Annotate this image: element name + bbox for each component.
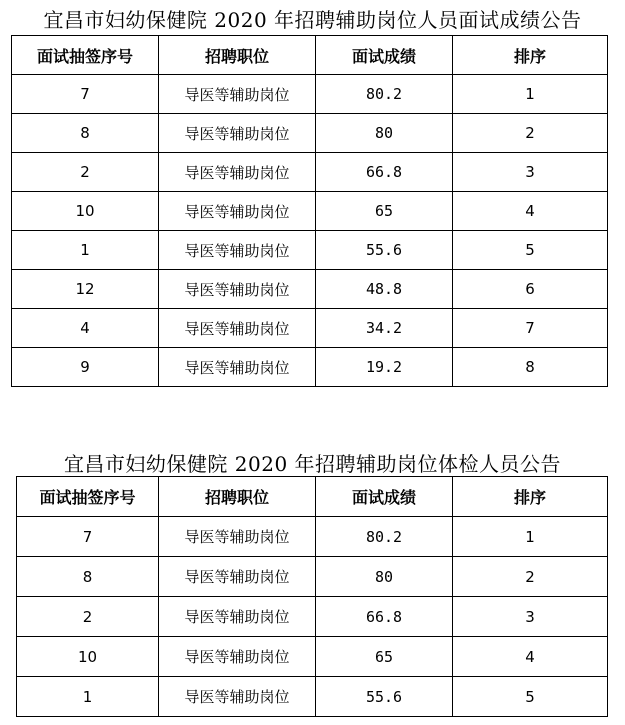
table-row	[12, 270, 608, 309]
cell-score: 65	[316, 192, 453, 231]
cell-position: 导医等辅助岗位	[159, 231, 316, 270]
cell-position: 导医等辅助岗位	[159, 75, 316, 114]
cell-rank: 6	[453, 270, 608, 309]
cell-rank: 1	[453, 75, 608, 114]
cell-position: 导医等辅助岗位	[159, 192, 316, 231]
cell-score: 65	[316, 637, 453, 677]
cell-rank: 1	[453, 517, 608, 557]
cell-rank: 4	[453, 637, 608, 677]
cell-rank: 8	[453, 348, 608, 387]
physical-exam-title: 宜昌市妇幼保健院 2020 年招聘辅助岗位体检人员公告	[63, 452, 562, 476]
table-row	[12, 192, 608, 231]
column-header-score: 面试成绩	[316, 36, 453, 75]
column-header-position: 招聘职位	[159, 36, 316, 75]
table-row	[17, 557, 608, 597]
cell-draw-number: 2	[12, 153, 159, 192]
cell-score: 66.8	[316, 597, 453, 637]
column-header-draw-number: 面试抽签序号	[17, 477, 159, 517]
table-row	[12, 75, 608, 114]
cell-position: 导医等辅助岗位	[159, 114, 316, 153]
cell-draw-number: 7	[12, 75, 159, 114]
column-header-rank: 排序	[453, 477, 608, 517]
table-row	[12, 309, 608, 348]
cell-rank: 3	[453, 597, 608, 637]
cell-draw-number: 10	[17, 637, 159, 677]
cell-score: 80.2	[316, 75, 453, 114]
cell-rank: 5	[453, 677, 608, 717]
cell-position: 导医等辅助岗位	[159, 637, 316, 677]
cell-rank: 4	[453, 192, 608, 231]
cell-score: 19.2	[316, 348, 453, 387]
cell-draw-number: 4	[12, 309, 159, 348]
cell-score: 55.6	[316, 677, 453, 717]
cell-rank: 2	[453, 114, 608, 153]
cell-rank: 3	[453, 153, 608, 192]
cell-position: 导医等辅助岗位	[159, 557, 316, 597]
cell-position: 导医等辅助岗位	[159, 517, 316, 557]
cell-score: 80	[316, 114, 453, 153]
table-row	[12, 153, 608, 192]
cell-position: 导医等辅助岗位	[159, 270, 316, 309]
cell-rank: 5	[453, 231, 608, 270]
column-header-draw-number: 面试抽签序号	[12, 36, 159, 75]
table-header-row	[17, 477, 608, 517]
cell-draw-number: 2	[17, 597, 159, 637]
cell-position: 导医等辅助岗位	[159, 597, 316, 637]
interview-results-table	[11, 35, 608, 387]
cell-position: 导医等辅助岗位	[159, 677, 316, 717]
cell-score: 66.8	[316, 153, 453, 192]
table-row	[12, 348, 608, 387]
column-header-rank: 排序	[453, 36, 608, 75]
cell-score: 48.8	[316, 270, 453, 309]
table-row	[17, 517, 608, 557]
cell-rank: 2	[453, 557, 608, 597]
cell-score: 80.2	[316, 517, 453, 557]
table-row	[17, 637, 608, 677]
cell-draw-number: 12	[12, 270, 159, 309]
table-row	[17, 597, 608, 637]
cell-draw-number: 8	[17, 557, 159, 597]
cell-position: 导医等辅助岗位	[159, 309, 316, 348]
table-row	[12, 231, 608, 270]
table-header-row	[12, 36, 608, 75]
interview-results-title: 宜昌市妇幼保健院 2020 年招聘辅助岗位人员面试成绩公告	[43, 8, 582, 32]
table-row	[12, 114, 608, 153]
cell-score: 34.2	[316, 309, 453, 348]
cell-draw-number: 7	[17, 517, 159, 557]
cell-score: 55.6	[316, 231, 453, 270]
cell-draw-number: 9	[12, 348, 159, 387]
cell-position: 导医等辅助岗位	[159, 348, 316, 387]
column-header-score: 面试成绩	[316, 477, 453, 517]
cell-rank: 7	[453, 309, 608, 348]
cell-draw-number: 10	[12, 192, 159, 231]
cell-draw-number: 1	[17, 677, 159, 717]
cell-draw-number: 1	[12, 231, 159, 270]
table-row	[17, 677, 608, 717]
cell-position: 导医等辅助岗位	[159, 153, 316, 192]
column-header-position: 招聘职位	[159, 477, 316, 517]
physical-exam-table	[16, 476, 608, 717]
cell-draw-number: 8	[12, 114, 159, 153]
cell-score: 80	[316, 557, 453, 597]
